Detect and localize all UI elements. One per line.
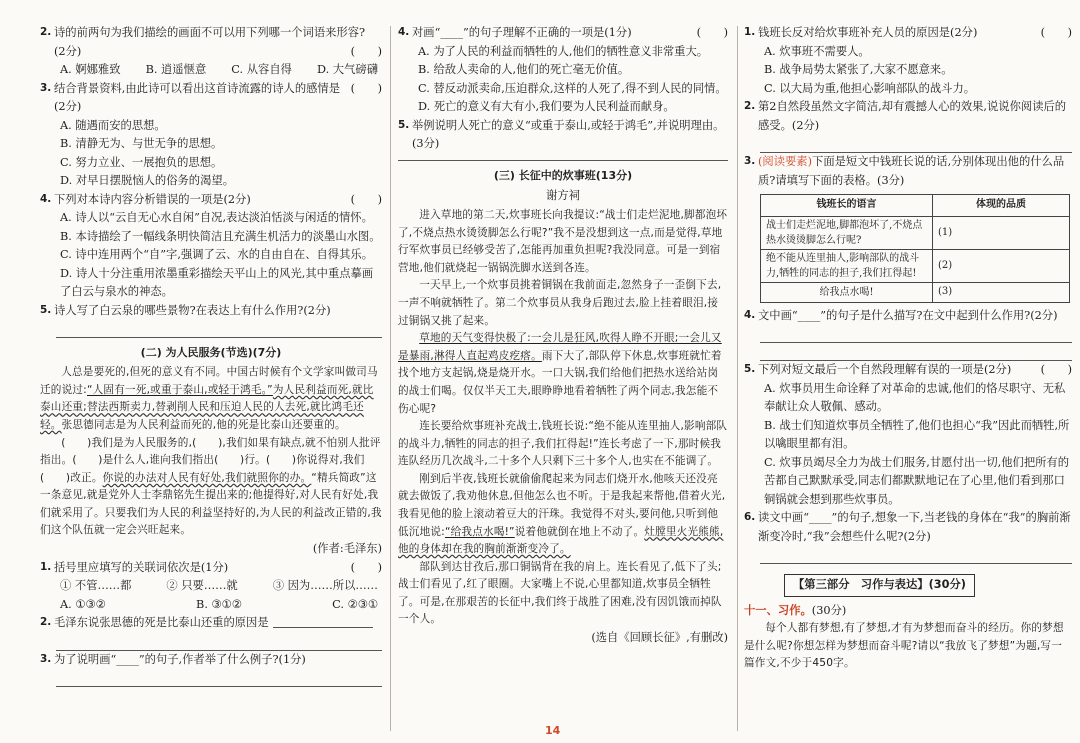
passage-author: 谢方祠 <box>546 188 580 202</box>
option-c[interactable]: C. 诗中连用两个“自”字,强调了云、水的自由自在、自得其乐。 <box>60 248 373 262</box>
question-text: 括号里应填写的关联词依次是(1分) <box>54 560 229 574</box>
underlined-text: “人固有一死,或重于泰山,或轻于鸿毛。” <box>86 383 273 396</box>
question-text: 举例说明人死亡的意义“或重于泰山,或轻于鸿毛”,并说明理由。 <box>412 118 725 132</box>
option-b[interactable]: B. 战士们知道炊事员全牺牲了,他们也担心“我”因此而牺牲,所以噙眼里都有泪。 <box>764 418 1070 451</box>
question-score: (2分) <box>54 44 82 58</box>
option-a[interactable]: A. 为了人民的利益而牺牲的人,他们的牺牲意义非常重大。 <box>418 44 709 58</box>
underlined-text: “给我点水喝!” <box>444 525 515 538</box>
text-span: 雨下大了,部队停下休息,炊事班就忙着找个地方支起锅,烧是烧开水。一口大锅,我们给他们把热水送给站岗的战士们喝。仅仅半天工夫,眼睁睁地看着牺牲了两个同志,我怎能不伤心呢? <box>398 349 722 415</box>
question-3 <box>40 80 382 117</box>
question-2b <box>40 614 382 633</box>
question-6 <box>744 509 1072 546</box>
answer-cell[interactable]: (3) <box>933 283 1070 302</box>
question-4 <box>398 24 728 43</box>
answer-paren[interactable]: ( ) <box>350 81 382 95</box>
part-three-heading: 【第三部分 习作与表达】(30分) <box>784 574 975 597</box>
choices-row <box>40 577 382 596</box>
option-b[interactable]: B. ③①② <box>196 597 242 611</box>
passage-source: (选自《回顾长征》,有删改) <box>591 631 728 645</box>
passage-paragraph <box>398 471 728 559</box>
text-span: ( )你说得对,我们( )改正。 <box>40 454 365 484</box>
question-2 <box>40 24 382 61</box>
answer-paren[interactable]: ( ) <box>1040 26 1072 39</box>
table-header-row <box>761 195 1070 217</box>
passage-author: (作者:毛泽东) <box>312 542 382 556</box>
text-span: 刚到后半夜,钱班长就偷偷爬起来为同志们烧开水,他咳天还没亮就去做饭了,我劝他休息,但他怎么也不听。于是我起来帮他,借着火光,我看见他的脸上滚动着豆大的汗珠。我觉得不对头,要问他,只听到他低沉地说: <box>398 472 726 538</box>
column-divider <box>390 26 391 731</box>
question-text: 结合背景资料,由此诗可以看出这首诗流露的诗人的感情是(2分) <box>54 81 341 114</box>
passage-paragraph <box>40 364 382 434</box>
table-cell: 绝不能从连里抽人,影响部队的战斗力,牺牲的同志的担子,我们扛得起! <box>761 250 933 283</box>
table-cell: 给我点水喝! <box>761 283 933 302</box>
question-5 <box>744 361 1072 380</box>
reading-element-tag: (阅读要素) <box>758 155 813 169</box>
passage-paragraph: 进入草地的第二天,炊事班长向我提议:“战士们走烂泥地,脚都泡坏了,不烧点热水烫烫脚怎么行呢?”我不是没想到这一点,而是觉得,草地行军炊事员已经够受苦了,怎能再加重负担呢?我没同意。可是一到宿营地,他们就烧起一锅锅洗脚水送到各连。 <box>398 209 728 274</box>
essay-score: (30分) <box>811 603 847 617</box>
question-score: (3分) <box>412 137 440 151</box>
option-d[interactable]: D. 诗人十分注重用浓墨重彩描绘天平山上的风光,其中重点摹画了白云与泉水的神态。 <box>60 266 374 299</box>
question-1 <box>744 24 1072 43</box>
question-number: 4. <box>744 308 756 321</box>
question-1b <box>40 559 382 578</box>
question-number: 6. <box>744 511 756 524</box>
question-3b <box>40 651 382 670</box>
text-span: 说着他就倒在地上不动了。 <box>514 525 645 538</box>
answer-line[interactable] <box>760 548 1072 564</box>
text-span: “精兵简政”这一条意见,就是党外人士李鼎铭先生提出来的;他提得好,对人民有好处,我们就采用了。只要我们为人民的利益坚持好的,为人民的利益改正错的,我们这个队伍就一定会兴旺起来。 <box>40 471 382 537</box>
question-4 <box>744 307 1072 326</box>
question-text: 文中画“____”的句子是什么描写?在文中起到什么作用?(2分) <box>758 308 1058 322</box>
text-span: 人总是要死的,但死的意义有不同。中国古时候有个文学家叫做司马迁的说过: <box>40 366 378 396</box>
options-row <box>40 596 382 615</box>
wavy-underlined-text: 灶膛里火光熊熊,他的身体却在我的胸前渐渐变冷了。 <box>398 525 724 556</box>
answer-cell[interactable]: (2) <box>933 250 1070 283</box>
answer-line[interactable] <box>56 635 382 651</box>
question-text: 为了说明画“____”的句子,作者举了什么例子?(1分) <box>54 652 306 666</box>
question-number: 3. <box>40 652 52 665</box>
question-text: 下列对本诗内容分析错误的一项是(2分) <box>54 192 251 206</box>
option-a[interactable]: A. ①③② <box>60 597 106 611</box>
table-cell: 战士们走烂泥地,脚都泡坏了,不烧点热水烫烫脚怎么行呢? <box>761 217 933 250</box>
section-title: (二) 为人民服务(节选)(7分) <box>140 346 282 360</box>
question-text: 诗的前两句为我们描绘的画面不可以用下列哪一个词语来形容? <box>54 26 366 39</box>
option-b[interactable]: B. 本诗描绘了一幅线条明快简洁且充满生机活力的淡墨山水图。 <box>60 229 381 243</box>
option-a[interactable]: A. 随遇而安的思想。 <box>60 118 166 132</box>
question-5 <box>398 117 728 154</box>
question-2 <box>744 98 1072 135</box>
table-row <box>761 283 1070 302</box>
option-c[interactable]: C. 从容自得 <box>231 63 292 77</box>
question-score: (3分) <box>877 173 905 187</box>
option-b[interactable]: B. 逍遥惬意 <box>145 63 207 77</box>
text-span: 张思德同志是为人民利益而死的,他的死是比泰山还要重的。 <box>61 419 346 432</box>
question-text: 钱班长反对给炊事班补充人员的原因是(2分) <box>758 26 978 39</box>
question-3 <box>744 153 1072 190</box>
column-divider <box>737 26 738 731</box>
question-text: 毛泽东说张思德的死是比泰山还重的原因是 <box>54 616 269 630</box>
page-number: 14 <box>545 724 561 737</box>
question-number: 5. <box>40 303 52 316</box>
answer-paren[interactable]: ( ) <box>350 192 382 206</box>
options-row <box>40 61 382 80</box>
question-text: 诗人写了白云泉的哪些景物?在表达上有什么作用?(2分) <box>54 303 331 317</box>
section-title: (三) 长征中的炊事班(13分) <box>493 168 633 182</box>
table-row <box>761 217 1070 250</box>
option-c[interactable]: C. 努力立业、一展抱负的思想。 <box>60 155 223 169</box>
answer-line[interactable] <box>56 671 382 687</box>
option-d[interactable]: D. 死亡的意义有大有小,我们要为人民利益而献身。 <box>418 100 675 114</box>
answer-cell[interactable]: (1) <box>933 217 1070 250</box>
answer-paren[interactable]: ( ) <box>696 26 728 39</box>
question-number: 4. <box>40 192 52 205</box>
table-header: 钱班长的语言 <box>761 195 933 217</box>
question-5 <box>40 302 382 321</box>
wavy-underlined-text: 你说的办法对人民有好处,我们就照你的办。 <box>102 471 312 484</box>
question-text: 对画“____”的句子理解不正确的一项是(1分) <box>412 26 632 39</box>
answer-paren[interactable]: ( ) <box>350 560 382 574</box>
underlined-text: 草地的天气变得快极了:一会儿是狂风,吹得人睁不开眼;一会儿又是暴雨,淋得人直起鸡皮疙瘩。 <box>398 332 722 362</box>
choice-1: ① 不管……都 <box>60 579 132 593</box>
question-text: 下列对短文最后一个自然段理解有误的一项是(2分) <box>758 363 1012 377</box>
option-c[interactable]: C. 替反动派卖命,压迫群众,这样的人死了,得不到人民的同情。 <box>418 81 727 95</box>
question-number: 3. <box>40 81 52 94</box>
essay-heading <box>744 601 1072 621</box>
option-c[interactable]: C. 以大局为重,他担心影响部队的战斗力。 <box>764 81 976 95</box>
answer-line[interactable] <box>760 327 1072 343</box>
question-number: 5. <box>744 363 756 376</box>
option-d[interactable]: D. 大气磅礴 <box>316 63 378 77</box>
answer-line[interactable] <box>56 322 382 338</box>
option-a[interactable]: A. 炊事员用生命诠释了对革命的忠诚,他们的恪尽职守、无私奉献让众人敬佩、感动。 <box>764 381 1066 414</box>
table-header: 体现的品质 <box>933 195 1070 217</box>
question-number: 3. <box>744 155 756 168</box>
option-b[interactable]: B. 战争局势太紧张了,大家不愿意来。 <box>764 63 953 77</box>
answer-paren[interactable]: ( ) <box>1040 363 1072 377</box>
divider <box>398 160 728 161</box>
option-d[interactable]: D. 对早日摆脱恼人的俗务的渴望。 <box>60 174 234 188</box>
essay-title: 十一、习作。 <box>744 602 812 617</box>
question-score: (2分) <box>791 118 820 132</box>
text-span: ( )我们是为人民服务的,( ),我们如果有缺点,就不怕别人批评指出。( )是什么人,谁向我们指出( )行。 <box>40 436 381 467</box>
question-number: 4. <box>398 26 410 38</box>
answer-line[interactable] <box>760 345 1072 361</box>
answer-line[interactable] <box>760 137 1072 153</box>
column-2 <box>398 24 728 648</box>
quality-table <box>760 194 1070 302</box>
question-text: 第2自然段虽然文字简洁,却有震撼人心的效果,说说你阅读后的感受。 <box>758 100 1067 132</box>
table-row <box>761 250 1070 283</box>
passage-paragraph: 连长要给炊事班补充战士,钱班长说:“绝不能从连里抽人,影响部队的战斗力,牺牲的同志的担子,我们扛得起!”连长考虑了一下,那时候我连队经历几次战斗,二十多个人只剩下三十多个人,也实在不能调了。 <box>398 420 728 468</box>
question-number: 1. <box>40 560 52 573</box>
passage-paragraph <box>398 330 728 418</box>
essay-prompt: 每个人都有梦想,有了梦想,才有为梦想而奋斗的经历。你的梦想是什么呢?你想怎样为梦想而奋斗呢?请以“我放飞了梦想”为题,写一篇作文,不少于450字。 <box>744 622 1064 670</box>
answer-paren[interactable]: ( ) <box>350 44 382 58</box>
question-text: 下面是短文中钱班长说的话,分别体现出他的什么品质?请填写下面的表格。 <box>758 155 1065 187</box>
option-b[interactable]: B. 给敌人卖命的人,他们的死亡毫无价值。 <box>418 63 630 77</box>
choice-3: ③ 因为……所以…… <box>272 579 378 593</box>
question-text: 读文中画“____”的句子,想象一下,当老钱的身体在“我”的胸前渐渐变冷时,“我”会想些什么呢?(2分) <box>758 511 1071 543</box>
option-a[interactable]: A. 诗人以“云自无心水自闲”自况,表达淡泊恬淡与闲适的情怀。 <box>60 211 373 225</box>
choice-2: ② 只要……就 <box>166 579 238 593</box>
question-4 <box>40 191 382 210</box>
wavy-underlined-text: 为人民利益而死,就比泰山还重;替法西斯卖力,替剥削人民和压迫人民的人去死,就比鸿毛还轻。 <box>40 383 374 432</box>
option-c[interactable]: C. ②③① <box>332 597 378 611</box>
option-a[interactable]: A. 婀娜雅致 <box>60 63 121 77</box>
question-number: 1. <box>744 26 756 38</box>
column-3 <box>744 24 1072 673</box>
passage-paragraph <box>40 435 382 540</box>
option-b[interactable]: B. 清静无为、与世无争的思想。 <box>60 137 223 151</box>
question-number: 2. <box>40 26 52 38</box>
column-1 <box>40 24 382 687</box>
option-a[interactable]: A. 炊事班不需要人。 <box>764 44 870 58</box>
answer-line[interactable] <box>273 616 373 628</box>
option-c[interactable]: C. 炊事员竭尽全力为战士们服务,甘愿付出一切,他们把所有的苦都自己默默承受,同志们都默默地记在了心里,他们看到那口铜锅就会想到那些炊事员。 <box>764 455 1070 506</box>
question-number: 5. <box>398 118 410 131</box>
question-number: 2. <box>744 100 756 113</box>
question-number: 2. <box>40 616 52 629</box>
passage-paragraph: 部队到达甘孜后,那口铜锅背在我的肩上。连长看见了,低下了头;战士们看见了,红了眼圈。大家嘴上不说,心里都知道,炊事员全牺牲了。可是,在那艰苦的长征中,我们终于战胜了困难,没有因饥饿而掉队一个人。 <box>398 560 722 626</box>
passage-paragraph: 一天早上,一个炊事员挑着铜锅在我前面走,忽然身子一歪倒下去,一声不响就牺牲了。第二个炊事员从我身后跑过去,脸上挂着眼泪,接过铜锅又挑了起来。 <box>398 279 722 327</box>
